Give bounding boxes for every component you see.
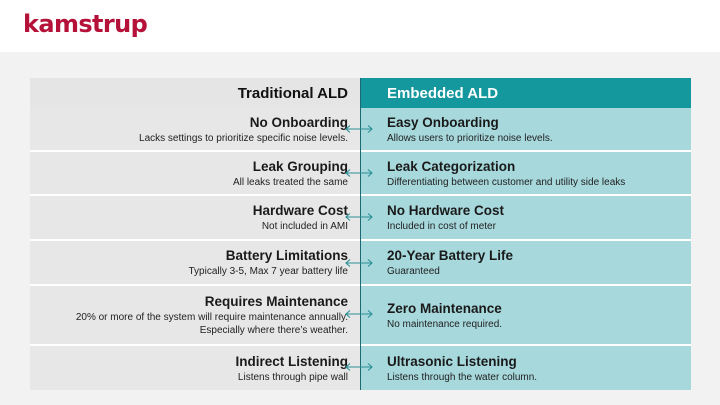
embedded-cell [360,108,691,150]
embedded-cell [360,241,691,284]
double-arrow-icon [344,168,374,178]
traditional-desc: Lacks settings to prioritize specific noise levels. [139,132,348,144]
embedded-cell [360,196,691,239]
embedded-title: Leak Categorization [387,158,516,174]
embedded-title: No Hardware Cost [387,203,505,218]
embedded-desc: Allows users to prioritize noise levels. [387,132,553,144]
traditional-desc: 20% or more of the system will require maintenance annually. Especially where there’s weather. [75,312,348,336]
traditional-title: No Onboarding [249,114,348,130]
embedded-desc: Included in cost of meter [387,221,496,232]
header-traditional [30,78,360,108]
traditional-cell [30,346,360,390]
header-embedded [360,78,691,108]
embedded-desc: Listens through the water column. [387,371,538,383]
traditional-title: Requires Maintenance [204,294,348,309]
embedded-desc: Differentiating between customer and utility side leaks [387,176,626,188]
embedded-desc: Guaranteed [387,266,440,277]
header-embedded-label: Embedded ALD [387,85,499,102]
traditional-desc: All leaks treated the same [232,176,348,188]
double-arrow-icon [344,362,374,372]
traditional-cell [30,286,360,344]
traditional-cell [30,152,360,194]
embedded-title: 20-Year Battery Life [387,248,514,263]
header-traditional-label: Traditional ALD [237,85,348,102]
traditional-desc: Not included in AMI [261,221,348,232]
double-arrow-icon [344,309,374,319]
traditional-cell [30,108,360,150]
embedded-cell [360,346,691,390]
traditional-title: Battery Limitations [225,248,348,263]
top-bar [0,0,720,52]
traditional-desc: Listens through pipe wall [237,371,348,383]
traditional-title: Leak Grouping [252,158,348,174]
traditional-title: Indirect Listening [235,353,348,369]
double-arrow-icon [344,258,374,268]
traditional-cell [30,196,360,239]
embedded-title: Zero Maintenance [387,300,502,316]
traditional-title: Hardware Cost [252,203,348,218]
kamstrup-logo: kamstrup [23,10,148,38]
embedded-desc: No maintenance required. [387,318,503,330]
embedded-cell [360,286,691,344]
embedded-title: Ultrasonic Listening [387,353,517,369]
double-arrow-icon [344,124,374,134]
embedded-cell [360,152,691,194]
double-arrow-icon [344,212,374,222]
traditional-desc: Typically 3-5, Max 7 year battery life [188,266,348,277]
embedded-title: Easy Onboarding [387,114,499,130]
traditional-cell [30,241,360,284]
